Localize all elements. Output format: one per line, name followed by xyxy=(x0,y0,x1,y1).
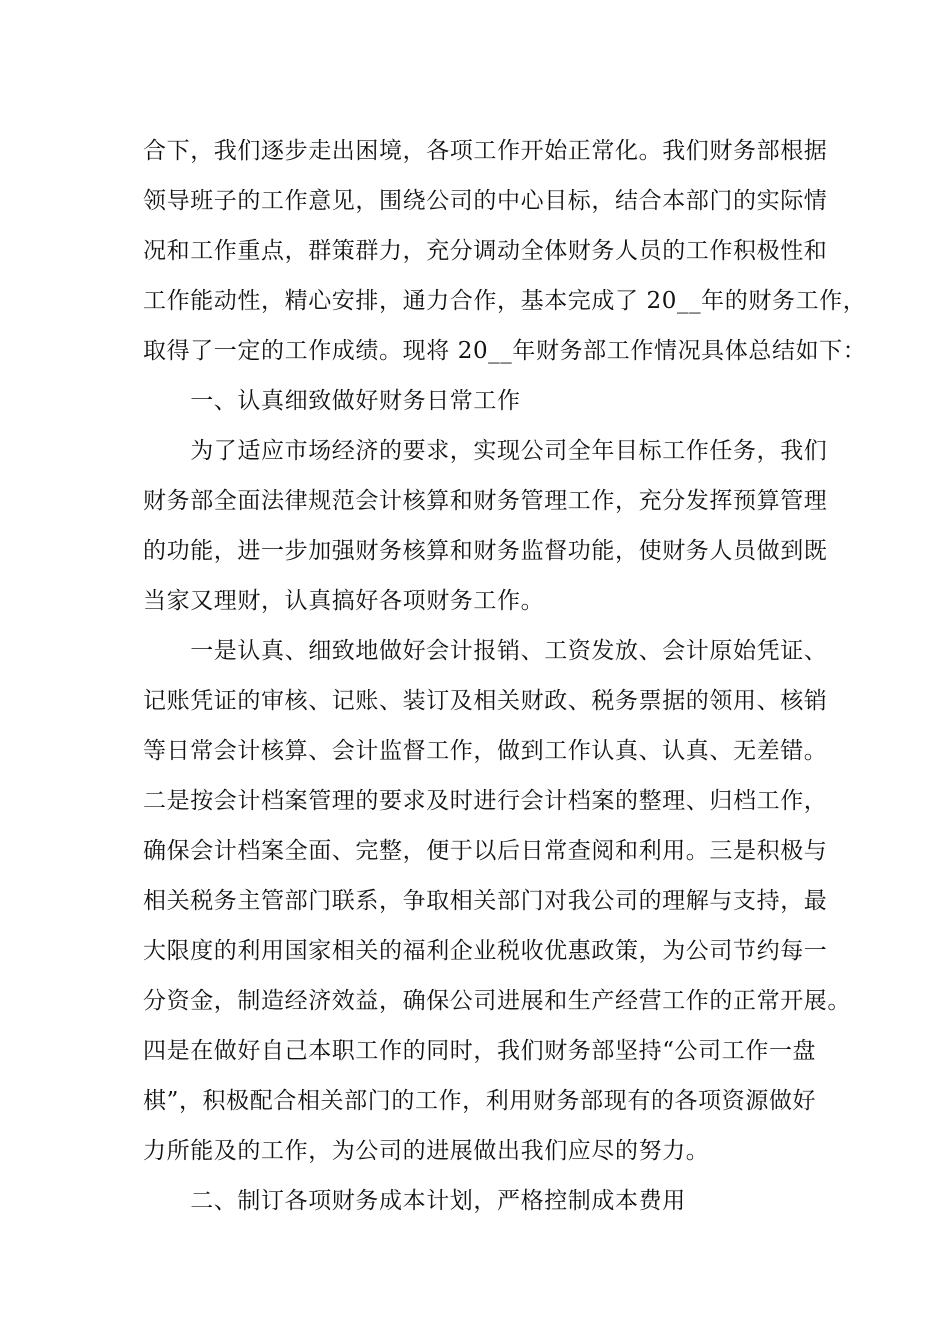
body-text-line: 一是认真、细致地做好会计报销、工资发放、会计原始凭证、 xyxy=(143,638,828,664)
section-heading-1: 一、认真细致做好财务日常工作 xyxy=(143,388,521,414)
body-text-line: 财务部全面法律规范会计核算和财务管理工作，充分发挥预算管理 xyxy=(143,488,828,514)
body-text-line: 二是按会计档案管理的要求及时进行会计档案的整理、归档工作， xyxy=(143,788,828,814)
body-text-line: 领导班子的工作意见，围绕公司的中心目标，结合本部门的实际情 xyxy=(143,188,828,214)
body-text-line: 为了适应市场经济的要求，实现公司全年目标工作任务，我们 xyxy=(143,438,828,464)
body-text-line: 确保会计档案全面、完整，便于以后日常查阅和利用。三是积极与 xyxy=(143,838,828,864)
body-text-line: 大限度的利用国家相关的福利企业税收优惠政策，为公司节约每一 xyxy=(143,938,828,964)
body-text-line: 况和工作重点，群策群力，充分调动全体财务人员的工作积极性和 xyxy=(143,238,828,264)
body-text-line: 相关税务主管部门联系，争取相关部门对我公司的理解与支持，最 xyxy=(143,888,828,914)
body-text-line: 当家又理财，认真搞好各项财务工作。 xyxy=(143,588,545,614)
body-text-line: 等日常会计核算、会计监督工作，做到工作认真、认真、无差错。 xyxy=(143,738,828,764)
section-heading-2: 二、制订各项财务成本计划，严格控制成本费用 xyxy=(143,1188,686,1214)
body-text-line: 力所能及的工作，为公司的进展做出我们应尽的努力。 xyxy=(143,1138,710,1164)
body-text-line: 工作能动性，精心安排，通力合作，基本完成了 20__年的财务工作， xyxy=(143,288,867,314)
body-text-line: 棋”，积极配合相关部门的工作，利用财务部现有的各项资源做好 xyxy=(143,1088,817,1114)
body-text-line: 分资金，制造经济效益，确保公司进展和生产经营工作的正常开展。 xyxy=(143,988,851,1014)
body-text-line: 记账凭证的审核、记账、装订及相关财政、税务票据的领用、核销 xyxy=(143,688,828,714)
body-text-line: 合下，我们逐步走出困境，各项工作开始正常化。我们财务部根据 xyxy=(143,138,828,164)
body-text-line: 的功能，进一步加强财务核算和财务监督功能，使财务人员做到既 xyxy=(143,538,828,564)
body-text-line: 取得了一定的工作成绩。现将 20__年财务部工作情况具体总结如下： xyxy=(143,338,867,364)
body-text-line: 四是在做好自己本职工作的同时，我们财务部坚持“公司工作一盘 xyxy=(143,1038,817,1064)
